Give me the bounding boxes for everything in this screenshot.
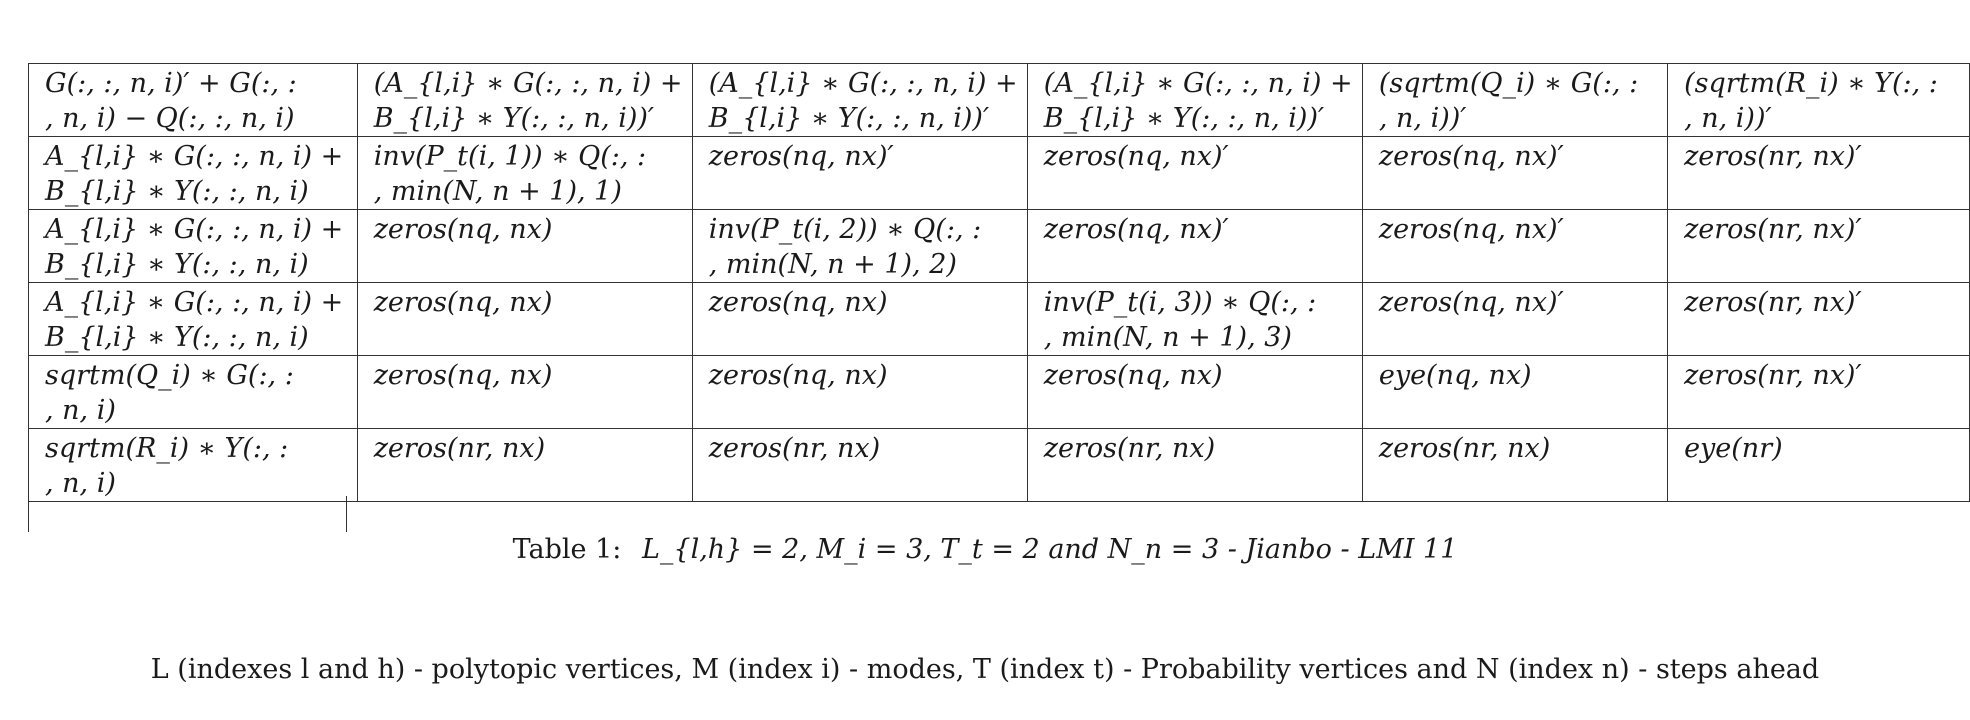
- cell-line: zeros(nq, nx): [708, 287, 888, 318]
- cell-line: , n, i): [45, 468, 116, 499]
- cell-line: zeros(nq, nx)′: [708, 141, 894, 172]
- cell-line: B_{l,i} ∗ Y(:, :, n, i): [45, 249, 309, 280]
- cell-line: zeros(nq, nx): [373, 287, 553, 318]
- cell-line: (A_{l,i} ∗ G(:, :, n, i) +: [1043, 68, 1353, 99]
- table-cell: [1668, 210, 1970, 283]
- cell-line: B_{l,i} ∗ Y(:, :, n, i): [45, 176, 309, 207]
- cell-line: A_{l,i} ∗ G(:, :, n, i) +: [45, 214, 344, 245]
- table-stub-border: [28, 496, 347, 532]
- cell-line: (sqrtm(R_i) ∗ Y(:, :: [1684, 68, 1938, 99]
- cell-line: zeros(nr, nx)′: [1684, 141, 1862, 172]
- table-cell: [357, 283, 692, 356]
- cell-line: zeros(nr, nx): [708, 433, 881, 464]
- table-cell: [1668, 64, 1970, 137]
- table-row: [29, 429, 1970, 502]
- cell-line: , n, i))′: [1378, 103, 1467, 134]
- table-cell: [692, 137, 1027, 210]
- table-cell: [1362, 64, 1667, 137]
- cell-line: zeros(nq, nx): [373, 214, 553, 245]
- cell-line: zeros(nq, nx)′: [1043, 141, 1229, 172]
- cell-line: B_{l,i} ∗ Y(:, :, n, i): [45, 322, 309, 353]
- table-row: [29, 210, 1970, 283]
- cell-line: A_{l,i} ∗ G(:, :, n, i) +: [45, 287, 344, 318]
- cell-line: zeros(nq, nx)′: [1378, 214, 1564, 245]
- table-cell: [357, 210, 692, 283]
- table-cell: [29, 283, 358, 356]
- table-cell: [1668, 429, 1970, 502]
- table-cell: [692, 210, 1027, 283]
- cell-line: sqrtm(R_i) ∗ Y(:, :: [45, 433, 289, 464]
- table-cell: [1362, 356, 1667, 429]
- table-cell: [1362, 210, 1667, 283]
- cell-line: , n, i))′: [1684, 103, 1772, 134]
- cell-line: inv(P_t(i, 2)) ∗ Q(:, :: [708, 214, 982, 245]
- cell-line: (A_{l,i} ∗ G(:, :, n, i) +: [373, 68, 683, 99]
- caption-text: L_{l,h} = 2, M_i = 3, T_t = 2 and N_n = 3 - Jianbo - LMI 11: [641, 534, 1458, 565]
- table-caption: [0, 532, 1970, 568]
- cell-line: eye(nq, nx): [1378, 360, 1532, 391]
- table-cell: [1668, 137, 1970, 210]
- table-cell: [1362, 429, 1667, 502]
- table-cell: [29, 137, 358, 210]
- cell-line: B_{l,i} ∗ Y(:, :, n, i))′: [373, 103, 655, 134]
- caption-label: Table 1:: [512, 534, 622, 565]
- cell-line: zeros(nq, nx): [1043, 360, 1223, 391]
- cell-line: , min(N, n + 1), 2): [708, 249, 957, 280]
- table-cell: [29, 429, 358, 502]
- table-cell: [1668, 283, 1970, 356]
- table-cell: [1027, 64, 1362, 137]
- table-cell: [1027, 429, 1362, 502]
- cell-line: zeros(nq, nx)′: [1043, 214, 1229, 245]
- cell-line: zeros(nq, nx): [708, 360, 888, 391]
- cell-line: B_{l,i} ∗ Y(:, :, n, i))′: [708, 103, 990, 134]
- table-cell: [692, 356, 1027, 429]
- table-cell: [1027, 137, 1362, 210]
- cell-line: G(:, :, n, i)′ + G(:, :: [45, 68, 297, 99]
- cell-line: , n, i) − Q(:, :, n, i): [45, 103, 295, 134]
- cell-line: zeros(nr, nx)′: [1684, 287, 1862, 318]
- cell-line: sqrtm(Q_i) ∗ G(:, :: [45, 360, 294, 391]
- table-cell: [1362, 283, 1667, 356]
- table-cell: [357, 356, 692, 429]
- table-row: [29, 356, 1970, 429]
- table-cell: [29, 64, 358, 137]
- cell-line: zeros(nr, nx): [1378, 433, 1551, 464]
- cell-line: inv(P_t(i, 3)) ∗ Q(:, :: [1043, 287, 1317, 318]
- table-row: [29, 283, 1970, 356]
- cell-line: , n, i): [45, 395, 116, 426]
- cell-line: zeros(nq, nx)′: [1378, 141, 1564, 172]
- table-cell: [1027, 356, 1362, 429]
- notation-note: L (indexes l and h) - polytopic vertices, M (index i) - modes, T (index t) - Probability vertices and N (index n) - steps ahead: [150, 654, 1820, 685]
- cell-line: zeros(nq, nx): [373, 360, 553, 391]
- cell-line: B_{l,i} ∗ Y(:, :, n, i))′: [1043, 103, 1325, 134]
- table-cell: [357, 64, 692, 137]
- table-cell: [1027, 210, 1362, 283]
- cell-line: , min(N, n + 1), 3): [1043, 322, 1292, 353]
- cell-line: (sqrtm(Q_i) ∗ G(:, :: [1378, 68, 1639, 99]
- table-cell: [1668, 356, 1970, 429]
- cell-line: inv(P_t(i, 1)) ∗ Q(:, :: [373, 141, 647, 172]
- cell-line: zeros(nr, nx): [373, 433, 546, 464]
- cell-line: zeros(nq, nx)′: [1378, 287, 1564, 318]
- table-body: [29, 64, 1970, 502]
- table-cell: [1027, 283, 1362, 356]
- table-cell: [692, 283, 1027, 356]
- table-cell: [692, 429, 1027, 502]
- cell-line: , min(N, n + 1), 1): [373, 176, 622, 207]
- lmi-table: [28, 63, 1970, 502]
- table-cell: [1362, 137, 1667, 210]
- table-cell: [29, 356, 358, 429]
- table-row: [29, 137, 1970, 210]
- table-cell: [692, 64, 1027, 137]
- cell-line: zeros(nr, nx)′: [1684, 214, 1862, 245]
- table-cell: [357, 429, 692, 502]
- table-cell: [29, 210, 358, 283]
- cell-line: A_{l,i} ∗ G(:, :, n, i) +: [45, 141, 344, 172]
- cell-line: (A_{l,i} ∗ G(:, :, n, i) +: [708, 68, 1018, 99]
- cell-line: zeros(nr, nx)′: [1684, 360, 1862, 391]
- cell-line: eye(nr): [1684, 433, 1783, 464]
- table-row: [29, 64, 1970, 137]
- table-cell: [357, 137, 692, 210]
- cell-line: zeros(nr, nx): [1043, 433, 1216, 464]
